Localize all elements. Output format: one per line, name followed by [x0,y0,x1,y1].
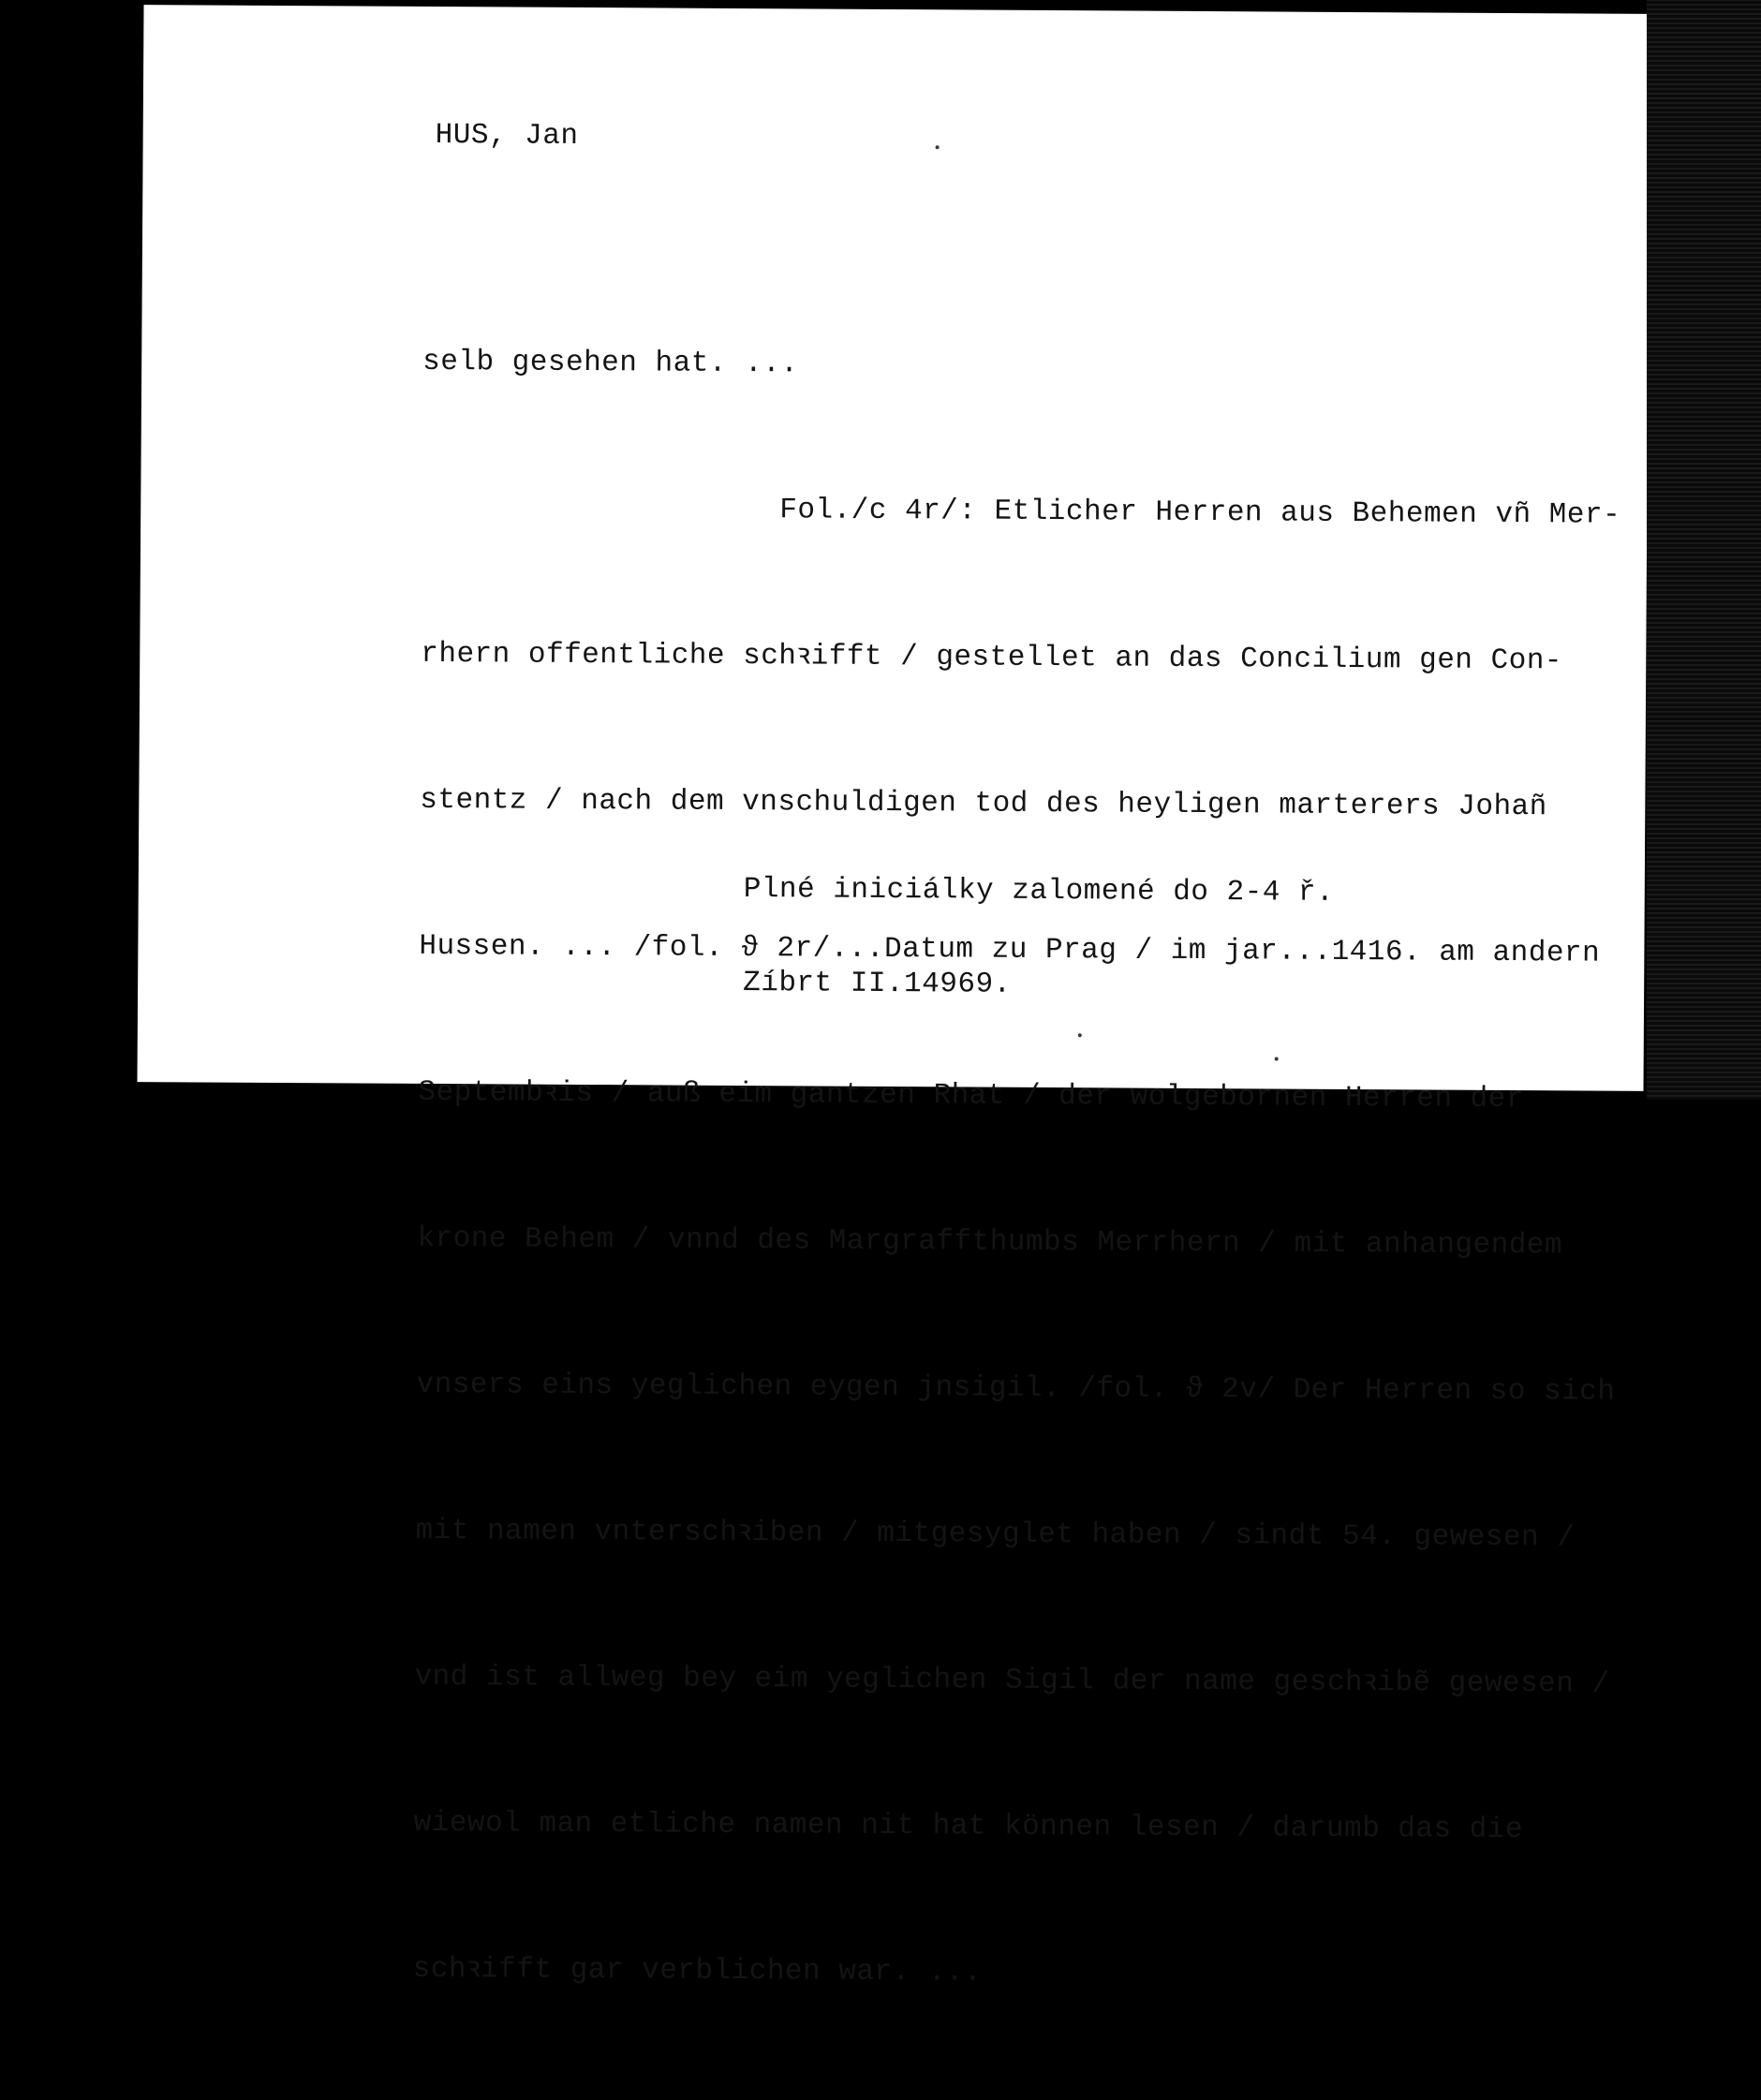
body-line: selb gesehen hat. ... [422,345,799,381]
card-heading: HUS, Jan [435,119,579,153]
body-line: mit namen vnterschꝛiben / mitgesyglet haben / sindt 54. gewesen / [415,1514,1576,1555]
body-line: vnsers eins yeglichen eygen jnsigil. /fol. ϑ 2v/ Der Herren so sich [416,1368,1616,1409]
card-body [412,241,1622,2099]
body-line: wiewol man etliche namen nit hat können lesen / darumb das die [413,1806,1524,1847]
body-line: krone Behem / vnnd des Margraffthumbs Merrhern / mit anhangendem [417,1221,1563,1263]
body-line: schꝛifft gar verblichen war. ... [412,1952,983,1989]
body-line: Septembꝛis / auß eim gantzen Rhat / der wolgebornen Herren der [418,1075,1525,1117]
catalog-card [138,5,1650,1989]
body-line: Hussen. ... /fol. ϑ 2r/...Datum zu Prag / im jar...1416. am andern [419,929,1601,970]
body-line: stentz / nach dem vnschuldigen tod des heyligen marterers Johañ [420,783,1547,824]
scan-speck [936,145,940,149]
initials-note: Plné iniciálky zalomené do 2-4 ř. [743,873,1335,910]
body-line: Fol./c 4r/: Etlicher Herren aus Behemen vñ Mer- [422,491,1621,532]
scan-border [1647,0,1761,1100]
scan-speck [1078,1033,1082,1037]
body-line: vnd ist allweg bey eim yeglichen Sigil der name geschꝛibẽ gewesen / [414,1660,1610,1701]
scan-speck [1275,1057,1279,1060]
body-line: rhern offentliche schꝛifft / gestellet an das Concilium gen Con- [421,637,1563,678]
bibliographic-reference: Zíbrt II.14969. [743,967,1012,1001]
